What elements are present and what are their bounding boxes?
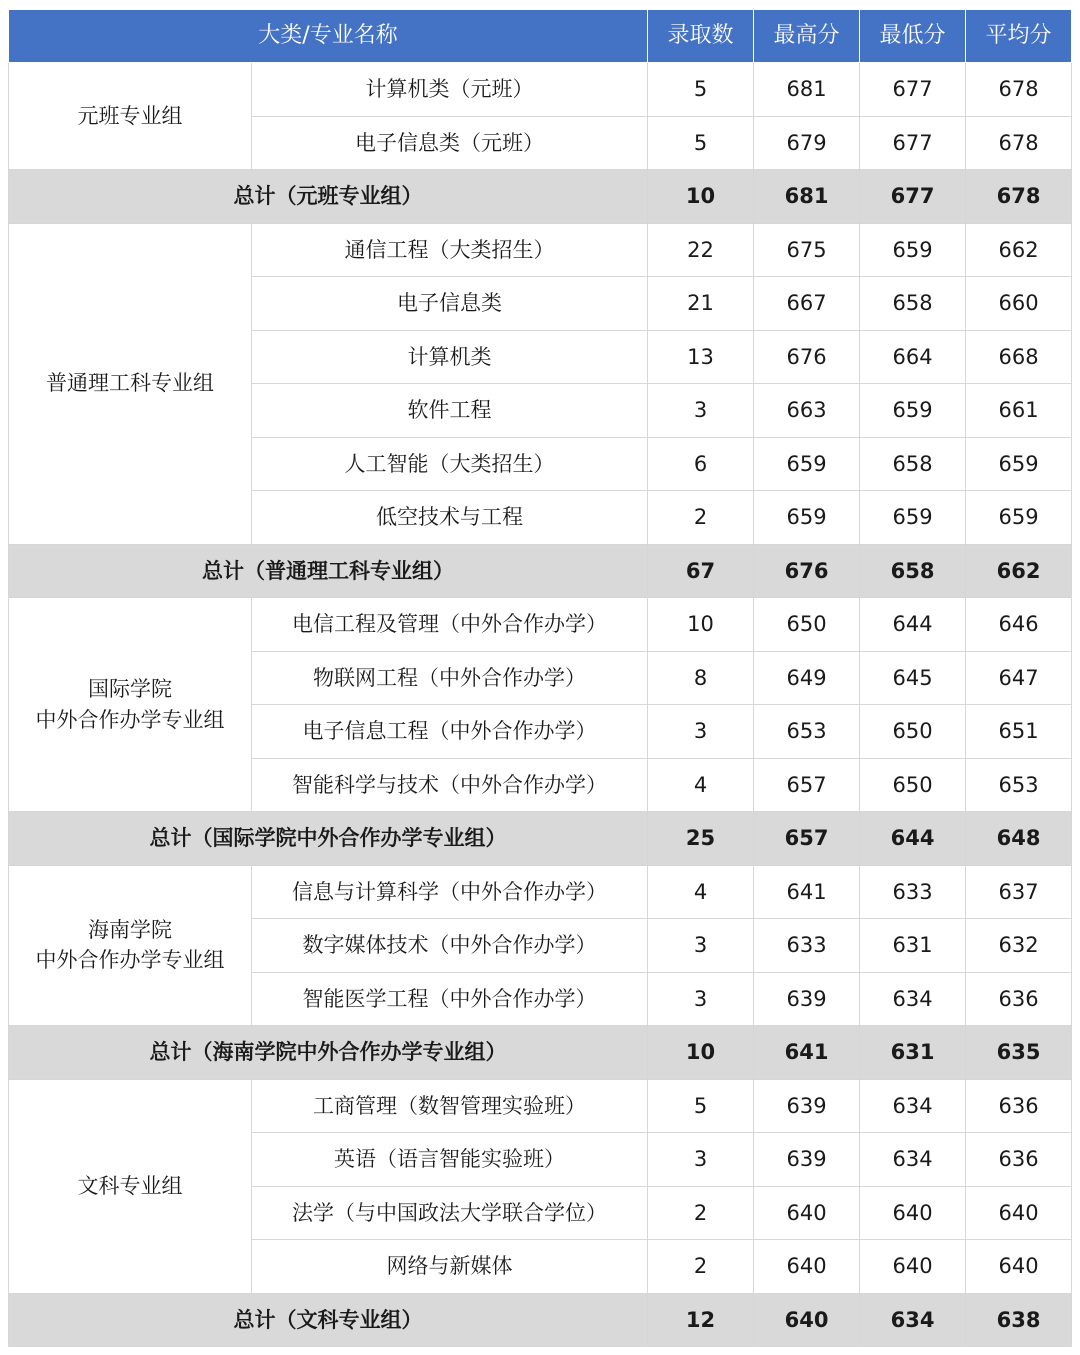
cell-min: 650 bbox=[860, 705, 966, 759]
cell-max: 659 bbox=[754, 491, 860, 545]
cell-avg: 640 bbox=[966, 1240, 1072, 1294]
cell-min: 640 bbox=[860, 1186, 966, 1240]
cell-major: 智能科学与技术（中外合作办学） bbox=[252, 758, 648, 812]
cell-admitted: 4 bbox=[648, 758, 754, 812]
cell-admitted: 5 bbox=[648, 1079, 754, 1133]
total-avg: 648 bbox=[966, 812, 1072, 866]
total-avg: 635 bbox=[966, 1026, 1072, 1080]
cell-avg: 661 bbox=[966, 384, 1072, 438]
total-admitted: 67 bbox=[648, 544, 754, 598]
cell-max: 640 bbox=[754, 1186, 860, 1240]
cell-major: 智能医学工程（中外合作办学） bbox=[252, 972, 648, 1026]
cell-major: 低空技术与工程 bbox=[252, 491, 648, 545]
cell-max: 650 bbox=[754, 598, 860, 652]
cell-avg: 653 bbox=[966, 758, 1072, 812]
group-name-cell bbox=[9, 63, 252, 170]
table-row bbox=[9, 865, 1072, 919]
cell-max: 640 bbox=[754, 1240, 860, 1294]
cell-avg: 668 bbox=[966, 330, 1072, 384]
total-row bbox=[9, 1293, 1072, 1347]
cell-max: 663 bbox=[754, 384, 860, 438]
total-admitted: 10 bbox=[648, 170, 754, 224]
cell-admitted: 3 bbox=[648, 972, 754, 1026]
cell-major: 工商管理（数智管理实验班） bbox=[252, 1079, 648, 1133]
cell-avg: 636 bbox=[966, 1079, 1072, 1133]
cell-max: 681 bbox=[754, 63, 860, 117]
cell-admitted: 2 bbox=[648, 1186, 754, 1240]
cell-max: 659 bbox=[754, 437, 860, 491]
cell-avg: 646 bbox=[966, 598, 1072, 652]
cell-major: 电子信息类 bbox=[252, 277, 648, 331]
cell-admitted: 8 bbox=[648, 651, 754, 705]
group-name-cell bbox=[9, 1079, 252, 1293]
cell-major: 通信工程（大类招生） bbox=[252, 223, 648, 277]
cell-min: 650 bbox=[860, 758, 966, 812]
cell-major: 电子信息类（元班） bbox=[252, 116, 648, 170]
table-row bbox=[9, 1079, 1072, 1133]
total-admitted: 25 bbox=[648, 812, 754, 866]
cell-min: 659 bbox=[860, 491, 966, 545]
admission-score-table bbox=[8, 9, 1072, 1347]
cell-admitted: 3 bbox=[648, 919, 754, 973]
total-max: 676 bbox=[754, 544, 860, 598]
cell-min: 659 bbox=[860, 223, 966, 277]
cell-max: 667 bbox=[754, 277, 860, 331]
cell-avg: 659 bbox=[966, 491, 1072, 545]
cell-max: 639 bbox=[754, 1133, 860, 1187]
group-name-line: 中外合作办学专业组 bbox=[35, 707, 225, 732]
total-label: 总计（海南学院中外合作办学专业组） bbox=[9, 1026, 648, 1080]
cell-max: 641 bbox=[754, 865, 860, 919]
cell-admitted: 22 bbox=[648, 223, 754, 277]
cell-max: 653 bbox=[754, 705, 860, 759]
cell-admitted: 4 bbox=[648, 865, 754, 919]
total-max: 657 bbox=[754, 812, 860, 866]
header-major: 大类/专业名称 bbox=[9, 10, 648, 63]
total-row bbox=[9, 170, 1072, 224]
total-row bbox=[9, 544, 1072, 598]
cell-max: 649 bbox=[754, 651, 860, 705]
total-min: 631 bbox=[860, 1026, 966, 1080]
total-min: 634 bbox=[860, 1293, 966, 1347]
group-name-line: 国际学院 bbox=[88, 677, 172, 702]
cell-avg: 659 bbox=[966, 437, 1072, 491]
cell-avg: 678 bbox=[966, 116, 1072, 170]
header-max: 最高分 bbox=[754, 10, 860, 63]
group-name-line: 文科专业组 bbox=[77, 1173, 183, 1198]
cell-max: 639 bbox=[754, 972, 860, 1026]
cell-min: 644 bbox=[860, 598, 966, 652]
cell-admitted: 2 bbox=[648, 1240, 754, 1294]
cell-avg: 636 bbox=[966, 1133, 1072, 1187]
cell-admitted: 3 bbox=[648, 384, 754, 438]
group-name-line: 元班专业组 bbox=[77, 103, 183, 128]
total-avg: 638 bbox=[966, 1293, 1072, 1347]
cell-min: 645 bbox=[860, 651, 966, 705]
total-label: 总计（国际学院中外合作办学专业组） bbox=[9, 812, 648, 866]
total-label: 总计（普通理工科专业组） bbox=[9, 544, 648, 598]
header-avg: 平均分 bbox=[966, 10, 1072, 63]
cell-min: 640 bbox=[860, 1240, 966, 1294]
cell-major: 电子信息工程（中外合作办学） bbox=[252, 705, 648, 759]
table-body bbox=[9, 63, 1072, 1347]
total-max: 641 bbox=[754, 1026, 860, 1080]
cell-min: 664 bbox=[860, 330, 966, 384]
total-avg: 678 bbox=[966, 170, 1072, 224]
group-name-line: 中外合作办学专业组 bbox=[35, 948, 225, 973]
group-name-line: 普通理工科专业组 bbox=[46, 371, 214, 396]
cell-min: 658 bbox=[860, 437, 966, 491]
table-row bbox=[9, 63, 1072, 117]
cell-max: 639 bbox=[754, 1079, 860, 1133]
cell-avg: 660 bbox=[966, 277, 1072, 331]
cell-major: 物联网工程（中外合作办学） bbox=[252, 651, 648, 705]
header-min: 最低分 bbox=[860, 10, 966, 63]
cell-major: 网络与新媒体 bbox=[252, 1240, 648, 1294]
cell-admitted: 21 bbox=[648, 277, 754, 331]
cell-admitted: 10 bbox=[648, 598, 754, 652]
cell-max: 657 bbox=[754, 758, 860, 812]
cell-avg: 647 bbox=[966, 651, 1072, 705]
cell-avg: 636 bbox=[966, 972, 1072, 1026]
total-max: 640 bbox=[754, 1293, 860, 1347]
table-row bbox=[9, 598, 1072, 652]
total-label: 总计（元班专业组） bbox=[9, 170, 648, 224]
group-name-line: 海南学院 bbox=[88, 917, 172, 942]
cell-major: 信息与计算科学（中外合作办学） bbox=[252, 865, 648, 919]
total-avg: 662 bbox=[966, 544, 1072, 598]
cell-avg: 637 bbox=[966, 865, 1072, 919]
cell-admitted: 3 bbox=[648, 705, 754, 759]
cell-min: 659 bbox=[860, 384, 966, 438]
total-min: 677 bbox=[860, 170, 966, 224]
cell-max: 679 bbox=[754, 116, 860, 170]
total-min: 658 bbox=[860, 544, 966, 598]
cell-avg: 640 bbox=[966, 1186, 1072, 1240]
total-admitted: 10 bbox=[648, 1026, 754, 1080]
cell-admitted: 3 bbox=[648, 1133, 754, 1187]
total-label: 总计（文科专业组） bbox=[9, 1293, 648, 1347]
table-header-row bbox=[9, 10, 1072, 63]
cell-avg: 651 bbox=[966, 705, 1072, 759]
cell-avg: 662 bbox=[966, 223, 1072, 277]
total-min: 644 bbox=[860, 812, 966, 866]
cell-major: 软件工程 bbox=[252, 384, 648, 438]
cell-min: 677 bbox=[860, 116, 966, 170]
cell-min: 658 bbox=[860, 277, 966, 331]
cell-admitted: 13 bbox=[648, 330, 754, 384]
cell-major: 英语（语言智能实验班） bbox=[252, 1133, 648, 1187]
group-name-cell bbox=[9, 598, 252, 812]
total-max: 681 bbox=[754, 170, 860, 224]
group-name-cell bbox=[9, 223, 252, 544]
cell-major: 电信工程及管理（中外合作办学） bbox=[252, 598, 648, 652]
total-row bbox=[9, 1026, 1072, 1080]
cell-min: 634 bbox=[860, 972, 966, 1026]
cell-admitted: 5 bbox=[648, 116, 754, 170]
cell-major: 数字媒体技术（中外合作办学） bbox=[252, 919, 648, 973]
group-name-cell bbox=[9, 865, 252, 1026]
cell-admitted: 5 bbox=[648, 63, 754, 117]
total-row bbox=[9, 812, 1072, 866]
cell-max: 633 bbox=[754, 919, 860, 973]
cell-major: 计算机类 bbox=[252, 330, 648, 384]
cell-min: 631 bbox=[860, 919, 966, 973]
cell-major: 法学（与中国政法大学联合学位） bbox=[252, 1186, 648, 1240]
cell-major: 计算机类（元班） bbox=[252, 63, 648, 117]
total-admitted: 12 bbox=[648, 1293, 754, 1347]
cell-min: 634 bbox=[860, 1079, 966, 1133]
cell-min: 677 bbox=[860, 63, 966, 117]
cell-admitted: 6 bbox=[648, 437, 754, 491]
cell-max: 676 bbox=[754, 330, 860, 384]
cell-major: 人工智能（大类招生） bbox=[252, 437, 648, 491]
cell-avg: 678 bbox=[966, 63, 1072, 117]
table-row bbox=[9, 223, 1072, 277]
cell-min: 634 bbox=[860, 1133, 966, 1187]
cell-admitted: 2 bbox=[648, 491, 754, 545]
cell-max: 675 bbox=[754, 223, 860, 277]
cell-min: 633 bbox=[860, 865, 966, 919]
header-admitted: 录取数 bbox=[648, 10, 754, 63]
cell-avg: 632 bbox=[966, 919, 1072, 973]
